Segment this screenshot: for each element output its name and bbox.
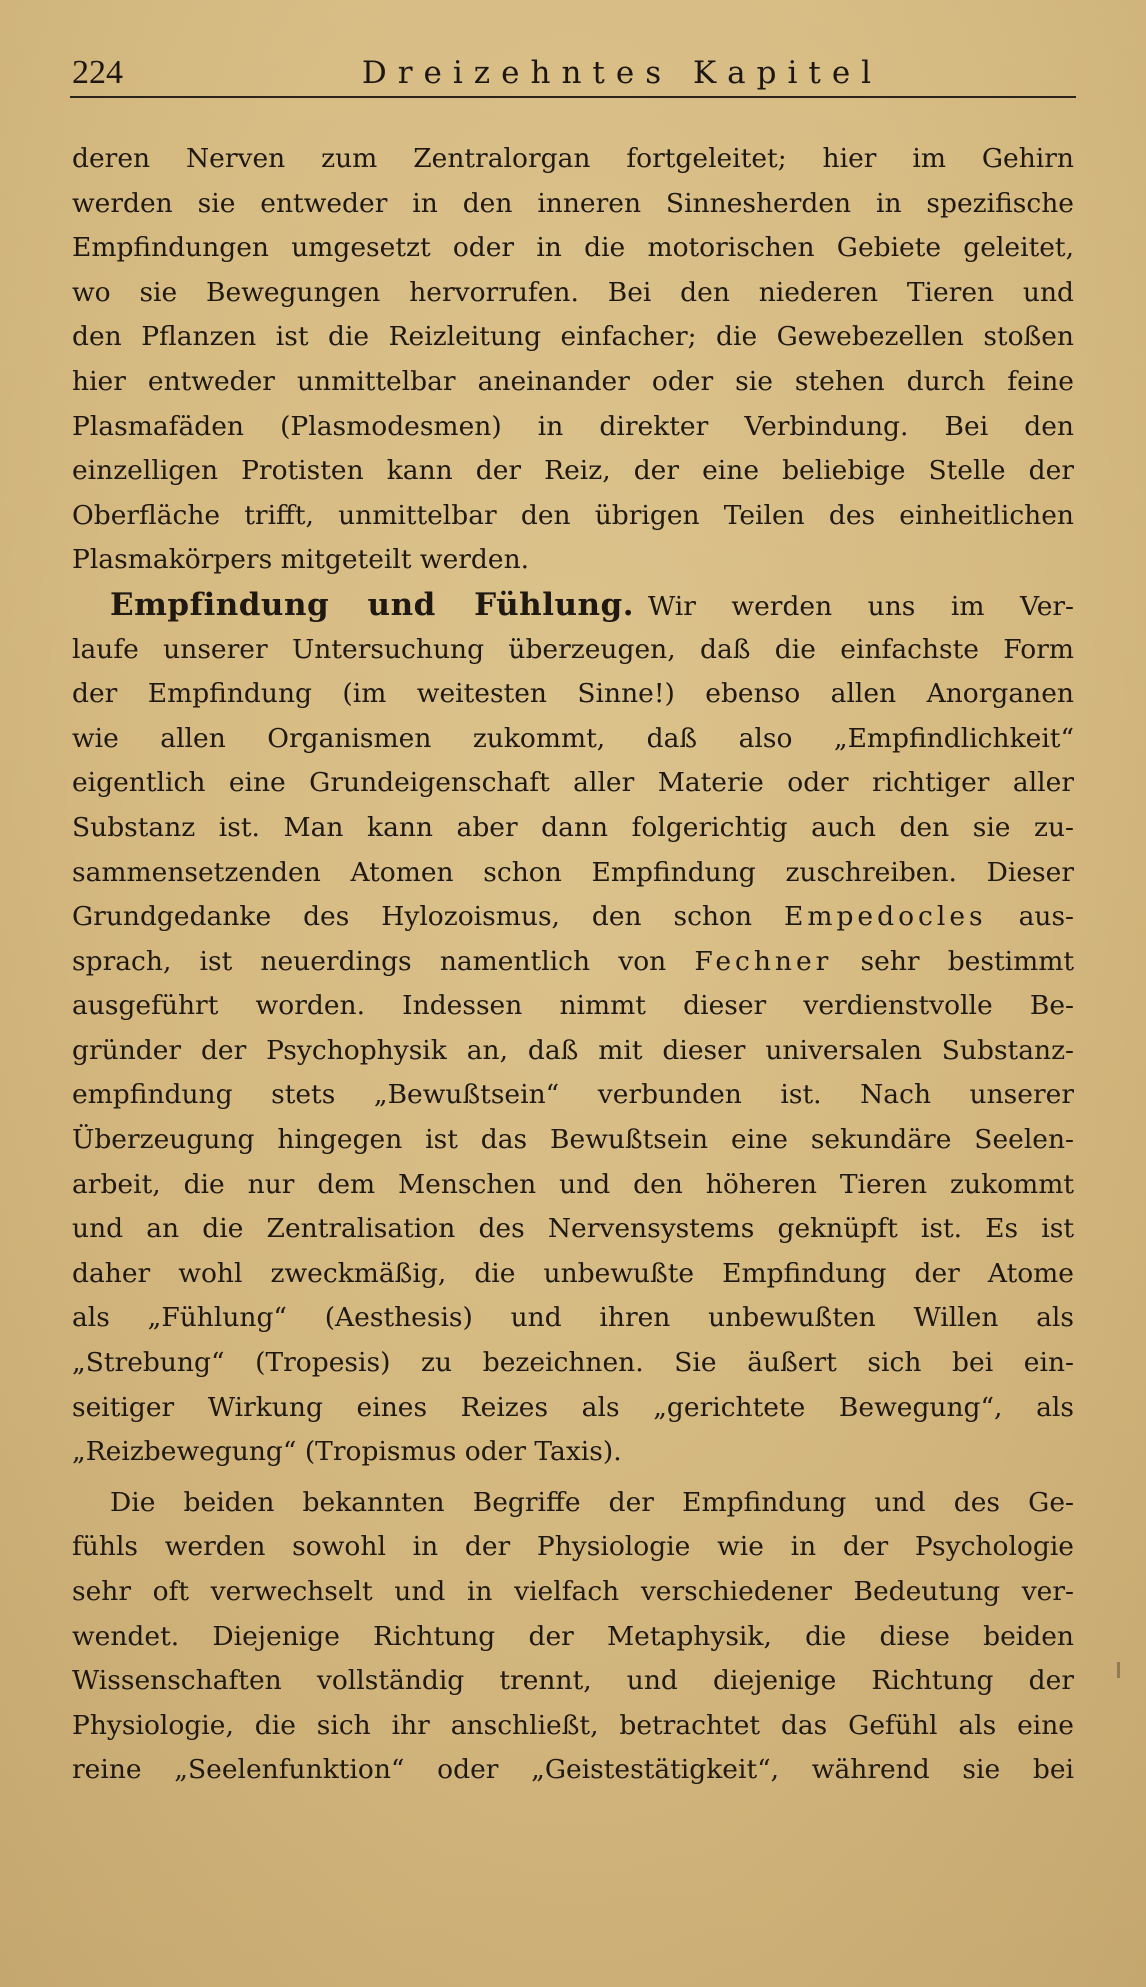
text-line: fühls werden sowohl in der Physiologie wie in der Psychologie xyxy=(72,1531,1074,1563)
person-name-empedocles: Empedocles xyxy=(784,901,987,933)
text-fragment: aus- xyxy=(1018,901,1074,933)
text-line: empfindung stets „Bewußtsein“ verbunden ist. Nach unserer xyxy=(72,1079,1074,1111)
text-line: der Empfindung (im weitesten Sinne!) ebenso allen Anorganen xyxy=(72,678,1074,710)
text-line: wo sie Bewegungen hervorrufen. Bei den niederen Tieren und xyxy=(72,276,1074,308)
text-line: Empfindungen umgesetzt oder in die motorischen Gebiete geleitet, xyxy=(72,232,1074,264)
text-fragment: Wir werden uns im Ver- xyxy=(648,590,1074,622)
text-fragment: sprach, ist neuerdings namentlich von xyxy=(72,945,667,977)
header-rule xyxy=(70,96,1076,98)
text-line: sehr oft verwechselt und in vielfach verschiedener Bedeutung ver- xyxy=(72,1576,1074,1607)
text-line: ausgeführt worden. Indessen nimmt dieser verdienstvolle Be- xyxy=(72,990,1074,1022)
text-line: arbeit, die nur dem Menschen und den höheren Tieren zukommt xyxy=(72,1168,1074,1200)
running-head: Dreizehntes Kapitel xyxy=(361,55,883,91)
text-line: „Strebung“ (Tropesis) zu bezeichnen. Sie äußert sich bei ein- xyxy=(72,1347,1074,1379)
text-fragment: sehr bestimmt xyxy=(860,945,1074,977)
margin-mark xyxy=(1117,1662,1120,1678)
text-line: Wissenschaften vollständig trennt, und diejenige Richtung der xyxy=(72,1665,1074,1697)
text-line: deren Nerven zum Zentralorgan fortgeleitet; hier im Gehirn xyxy=(72,143,1074,174)
text-line: einzelligen Protisten kann der Reiz, der eine beliebige Stelle der xyxy=(72,455,1074,487)
text-line: daher wohl zweckmäßig, die unbewußte Empfindung der Atome xyxy=(72,1257,1074,1289)
text-line: als „Fühlung“ (Aesthesis) und ihren unbewußten Willen als xyxy=(72,1302,1074,1334)
text-line xyxy=(72,940,1074,985)
text-line: Plasmafäden (Plasmodesmen) in direkter Verbindung. Bei den xyxy=(72,410,1074,442)
section-heading-line xyxy=(72,583,1074,628)
text-line: Plasmakörpers mitgeteilt werden. xyxy=(72,544,530,576)
text-line: Die beiden bekannten Begriffe der Empfindung und des Ge- xyxy=(110,1486,1074,1518)
person-name-fechner: Fechner xyxy=(694,945,833,977)
text-line: laufe unserer Untersuchung überzeugen, daß die einfachste Form xyxy=(72,633,1074,665)
text-line: den Pflanzen ist die Reizleitung einfacher; die Gewebezellen stoßen xyxy=(72,321,1074,353)
text-line: wie allen Organismen zukommt, daß also „Empfindlichkeit“ xyxy=(72,722,1074,754)
text-line: Substanz ist. Man kann aber dann folgerichtig auch den sie zu- xyxy=(72,811,1074,843)
text-fragment: Grundgedanke des Hylozoismus, den schon xyxy=(72,901,753,933)
body-text xyxy=(72,137,1074,1793)
text-line: hier entweder unmittelbar aneinander oder sie stehen durch feine xyxy=(72,365,1074,397)
text-line xyxy=(72,895,1074,940)
text-line: Physiologie, die sich ihr anschließt, betrachtet das Gefühl als eine xyxy=(72,1709,1074,1741)
text-line: reine „Seelenfunktion“ oder „Geistestätigkeit“, während sie bei xyxy=(72,1754,1074,1786)
text-line: Oberfläche trifft, unmittelbar den übrigen Teilen des einheitlichen xyxy=(72,499,1074,531)
text-line: Überzeugung hingegen ist das Bewußtsein eine sekundäre Seelen- xyxy=(72,1124,1074,1156)
page-number: 224 xyxy=(72,54,123,91)
text-line: sammensetzenden Atomen schon Empfindung zuschreiben. Dieser xyxy=(72,856,1074,888)
section-heading: Empfindung und Fühlung. xyxy=(110,586,635,623)
text-line: gründer der Psychophysik an, daß mit dieser universalen Substanz- xyxy=(72,1034,1074,1066)
text-line: seitiger Wirkung eines Reizes als „gerichtete Bewegung“, als xyxy=(72,1391,1074,1423)
text-line: und an die Zentralisation des Nervensystems geknüpft ist. Es ist xyxy=(72,1213,1074,1245)
page-header xyxy=(72,50,1077,96)
text-line: eigentlich eine Grundeigenschaft aller Materie oder richtiger aller xyxy=(72,767,1074,799)
text-line: „Reizbewegung“ (Tropismus oder Taxis). xyxy=(72,1436,622,1468)
text-line: werden sie entweder in den inneren Sinnesherden in spezifische xyxy=(72,187,1074,219)
text-line: wendet. Diejenige Richtung der Metaphysik, die diese beiden xyxy=(72,1620,1074,1652)
